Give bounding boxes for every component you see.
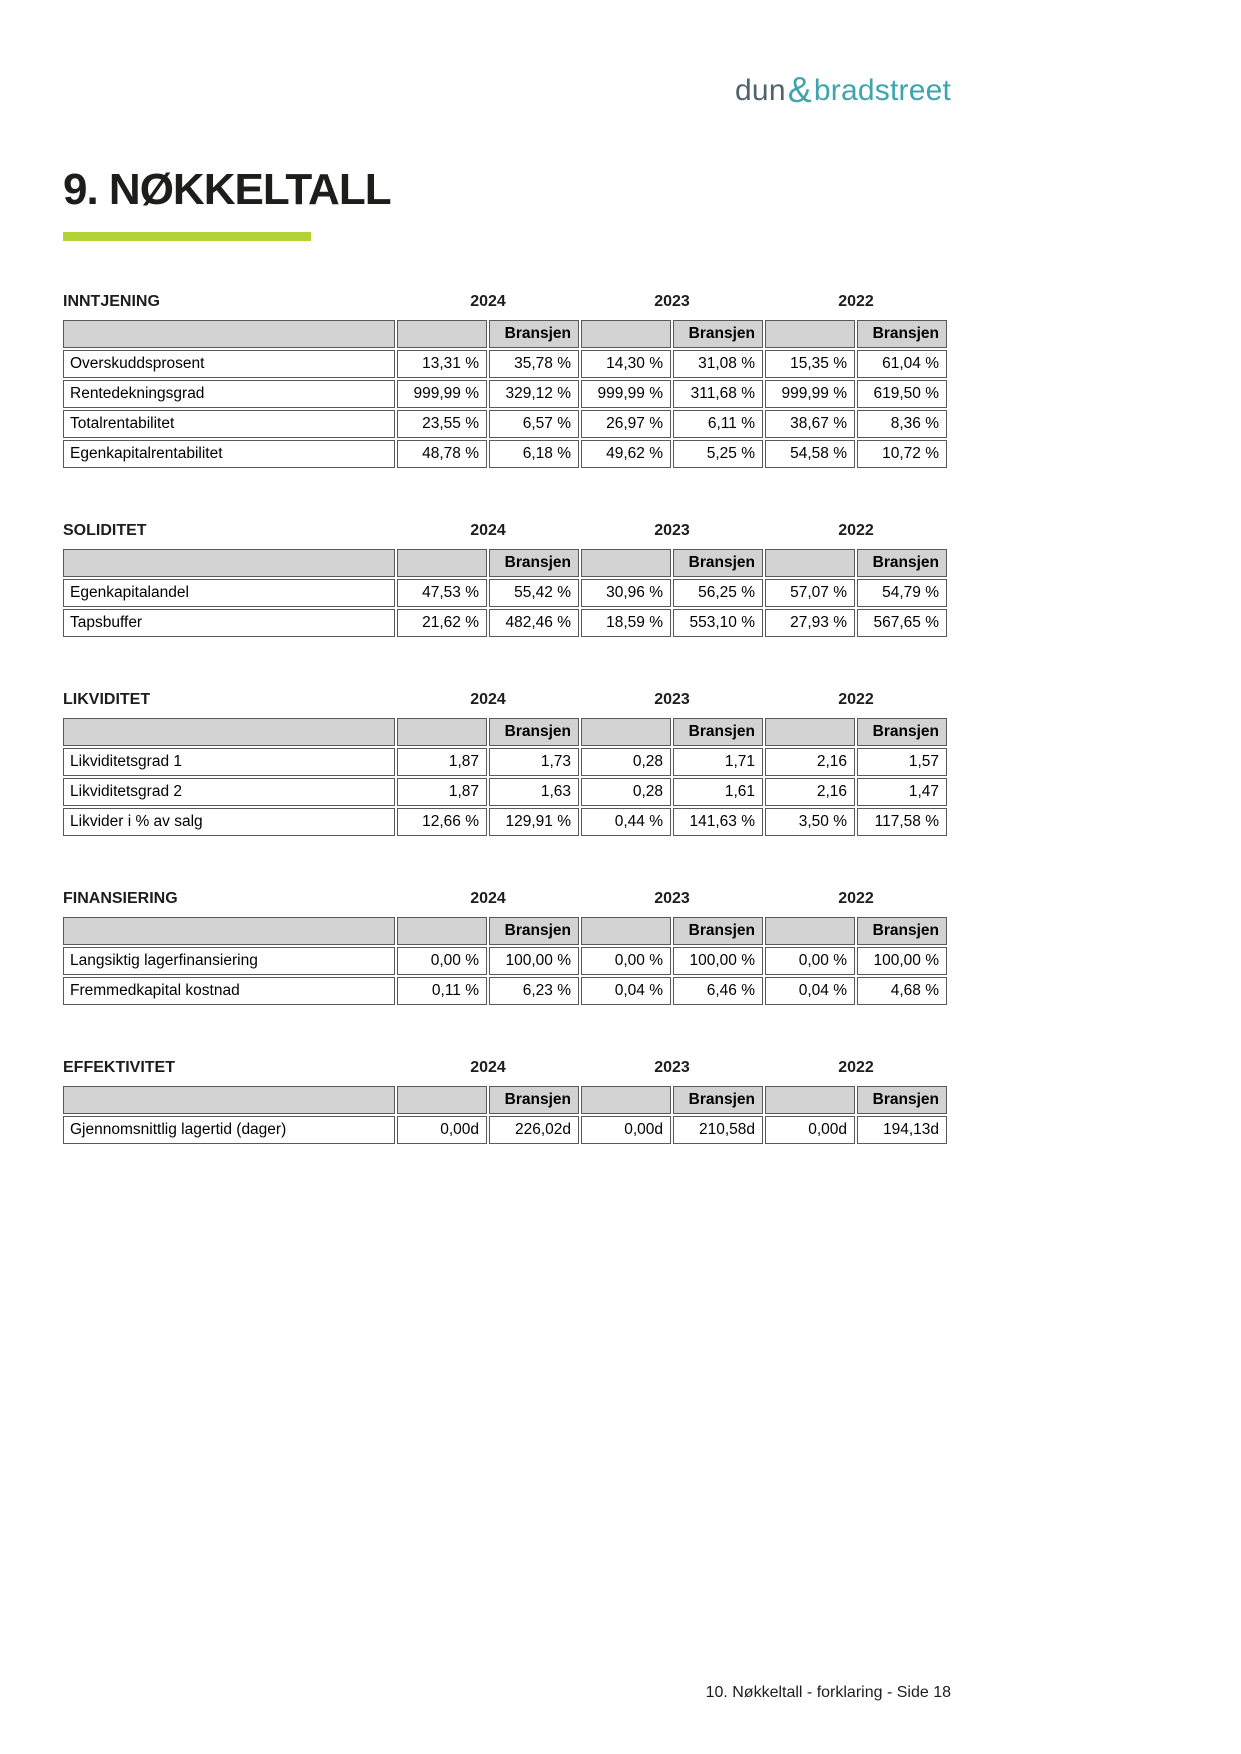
metric-label: Likvider i % av salg [63, 808, 395, 836]
metric-label: Likviditetsgrad 2 [63, 778, 395, 806]
metric-value: 4,68 % [857, 977, 947, 1005]
metric-value: 619,50 % [857, 380, 947, 408]
bransjen-header-cell: Bransjen [489, 718, 579, 746]
logo-ampersand-icon: & [787, 69, 812, 110]
bransjen-header-cell: Bransjen [673, 549, 763, 577]
blank-header-cell [397, 917, 487, 945]
metric-label: Rentedekningsgrad [63, 380, 395, 408]
table-header-years [63, 522, 947, 547]
metric-label: Langsiktig lagerfinansiering [63, 947, 395, 975]
table-header-years [63, 890, 947, 915]
section-title: FINANSIERING [63, 890, 178, 907]
bransjen-header-row [63, 549, 947, 577]
table-row [63, 440, 947, 468]
table-row [63, 947, 947, 975]
metric-value: 12,66 % [397, 808, 487, 836]
bransjen-header-cell: Bransjen [489, 917, 579, 945]
page-footer: 10. Nøkkeltall - forklaring - Side 18 [705, 1684, 951, 1701]
metric-value: 553,10 % [673, 609, 763, 637]
metric-value: 226,02d [489, 1116, 579, 1144]
metric-value: 35,78 % [489, 350, 579, 378]
metric-value: 23,55 % [397, 410, 487, 438]
metric-value: 6,57 % [489, 410, 579, 438]
year-label: 2022 [838, 522, 874, 539]
metric-value: 311,68 % [673, 380, 763, 408]
metric-value: 567,65 % [857, 609, 947, 637]
table-row [63, 350, 947, 378]
metric-value: 57,07 % [765, 579, 855, 607]
year-label: 2022 [838, 890, 874, 907]
bransjen-header-cell: Bransjen [489, 1086, 579, 1114]
metric-value: 210,58d [673, 1116, 763, 1144]
bransjen-header-cell: Bransjen [673, 320, 763, 348]
blank-header-cell [63, 917, 395, 945]
year-label: 2024 [470, 293, 506, 310]
blank-header-cell [765, 320, 855, 348]
bransjen-header-cell: Bransjen [489, 549, 579, 577]
metric-value: 49,62 % [581, 440, 671, 468]
metric-value: 47,53 % [397, 579, 487, 607]
metric-value: 482,46 % [489, 609, 579, 637]
metric-value: 27,93 % [765, 609, 855, 637]
section-title: EFFEKTIVITET [63, 1059, 175, 1076]
section-soliditet [63, 520, 951, 639]
year-label: 2024 [470, 522, 506, 539]
metric-value: 100,00 % [673, 947, 763, 975]
blank-header-cell [765, 549, 855, 577]
metric-value: 0,04 % [765, 977, 855, 1005]
metric-value: 0,00d [397, 1116, 487, 1144]
logo-dun-text: dun [735, 74, 786, 107]
metric-value: 999,99 % [397, 380, 487, 408]
year-label: 2024 [470, 1059, 506, 1076]
blank-header-cell [63, 320, 395, 348]
metric-value: 2,16 [765, 748, 855, 776]
metric-value: 0,44 % [581, 808, 671, 836]
section-likviditet [63, 689, 951, 838]
metric-value: 54,58 % [765, 440, 855, 468]
metric-value: 0,00 % [765, 947, 855, 975]
metric-value: 117,58 % [857, 808, 947, 836]
year-label: 2023 [654, 890, 690, 907]
year-label: 2023 [654, 293, 690, 310]
metric-value: 3,50 % [765, 808, 855, 836]
metric-value: 6,18 % [489, 440, 579, 468]
metric-label: Tapsbuffer [63, 609, 395, 637]
dun-and-bradstreet-logo [735, 69, 951, 110]
metric-value: 54,79 % [857, 579, 947, 607]
logo-row [63, 0, 951, 110]
metric-value: 194,13d [857, 1116, 947, 1144]
bransjen-header-cell: Bransjen [857, 917, 947, 945]
bransjen-header-cell: Bransjen [857, 718, 947, 746]
metric-label: Overskuddsprosent [63, 350, 395, 378]
metric-value: 21,62 % [397, 609, 487, 637]
metric-value: 18,59 % [581, 609, 671, 637]
section-effektivitet [63, 1057, 951, 1146]
bransjen-header-row [63, 320, 947, 348]
metric-value: 6,46 % [673, 977, 763, 1005]
metric-value: 56,25 % [673, 579, 763, 607]
page-title: 9. NØKKELTALL [63, 165, 391, 214]
bransjen-header-cell: Bransjen [857, 320, 947, 348]
year-label: 2024 [470, 691, 506, 708]
metric-value: 26,97 % [581, 410, 671, 438]
bransjen-header-row [63, 1086, 947, 1114]
table-header-years [63, 691, 947, 716]
blank-header-cell [581, 1086, 671, 1114]
table-row [63, 579, 947, 607]
metric-value: 1,57 [857, 748, 947, 776]
metric-value: 1,73 [489, 748, 579, 776]
metric-value: 1,71 [673, 748, 763, 776]
finansiering-table [61, 888, 949, 1007]
effektivitet-table [61, 1057, 949, 1146]
metric-value: 1,87 [397, 748, 487, 776]
metric-value: 31,08 % [673, 350, 763, 378]
metric-value: 48,78 % [397, 440, 487, 468]
year-label: 2023 [654, 691, 690, 708]
metric-value: 129,91 % [489, 808, 579, 836]
logo-bradstreet-text: bradstreet [813, 74, 951, 107]
blank-header-cell [581, 917, 671, 945]
metric-value: 30,96 % [581, 579, 671, 607]
table-row [63, 410, 947, 438]
metric-value: 141,63 % [673, 808, 763, 836]
metric-label: Gjennomsnittlig lagertid (dager) [63, 1116, 395, 1144]
blank-header-cell [63, 718, 395, 746]
inntjening-table [61, 291, 949, 470]
metric-value: 100,00 % [489, 947, 579, 975]
metric-value: 1,63 [489, 778, 579, 806]
metric-value: 999,99 % [581, 380, 671, 408]
year-label: 2022 [838, 1059, 874, 1076]
year-label: 2024 [470, 890, 506, 907]
metric-value: 10,72 % [857, 440, 947, 468]
metric-value: 2,16 [765, 778, 855, 806]
table-row [63, 380, 947, 408]
blank-header-cell [63, 1086, 395, 1114]
likviditet-table [61, 689, 949, 838]
year-label: 2022 [838, 293, 874, 310]
metric-label: Fremmedkapital kostnad [63, 977, 395, 1005]
metric-value: 13,31 % [397, 350, 487, 378]
blank-header-cell [397, 718, 487, 746]
bransjen-header-cell: Bransjen [857, 549, 947, 577]
blank-header-cell [765, 1086, 855, 1114]
section-title: SOLIDITET [63, 522, 147, 539]
metric-value: 38,67 % [765, 410, 855, 438]
blank-header-cell [765, 917, 855, 945]
table-row [63, 609, 947, 637]
metric-label: Totalrentabilitet [63, 410, 395, 438]
bransjen-header-cell: Bransjen [489, 320, 579, 348]
metric-value: 100,00 % [857, 947, 947, 975]
metric-value: 0,00d [765, 1116, 855, 1144]
metric-value: 1,87 [397, 778, 487, 806]
metric-value: 5,25 % [673, 440, 763, 468]
section-title: INNTJENING [63, 293, 160, 310]
metric-value: 6,11 % [673, 410, 763, 438]
table-row [63, 1116, 947, 1144]
metric-value: 0,28 [581, 778, 671, 806]
bransjen-header-cell: Bransjen [857, 1086, 947, 1114]
blank-header-cell [765, 718, 855, 746]
metric-value: 6,23 % [489, 977, 579, 1005]
table-header-years [63, 293, 947, 318]
metric-value: 8,36 % [857, 410, 947, 438]
section-finansiering [63, 888, 951, 1007]
metric-label: Egenkapitalandel [63, 579, 395, 607]
metric-value: 0,00d [581, 1116, 671, 1144]
blank-header-cell [581, 718, 671, 746]
metric-value: 0,04 % [581, 977, 671, 1005]
metric-value: 329,12 % [489, 380, 579, 408]
page-content [63, 0, 951, 1146]
section-title: LIKVIDITET [63, 691, 151, 708]
table-row [63, 808, 947, 836]
metric-value: 0,00 % [581, 947, 671, 975]
metric-value: 0,11 % [397, 977, 487, 1005]
bransjen-header-cell: Bransjen [673, 1086, 763, 1114]
metric-value: 999,99 % [765, 380, 855, 408]
bransjen-header-row [63, 718, 947, 746]
year-label: 2022 [838, 691, 874, 708]
blank-header-cell [397, 320, 487, 348]
metric-value: 55,42 % [489, 579, 579, 607]
metric-label: Egenkapitalrentabilitet [63, 440, 395, 468]
section-inntjening [63, 291, 951, 470]
bransjen-header-cell: Bransjen [673, 718, 763, 746]
metric-value: 61,04 % [857, 350, 947, 378]
accent-underline [63, 232, 311, 241]
metric-value: 1,61 [673, 778, 763, 806]
table-header-years [63, 1059, 947, 1084]
bransjen-header-row [63, 917, 947, 945]
bransjen-header-cell: Bransjen [673, 917, 763, 945]
blank-header-cell [397, 549, 487, 577]
metric-label: Likviditetsgrad 1 [63, 748, 395, 776]
metric-value: 15,35 % [765, 350, 855, 378]
table-row [63, 977, 947, 1005]
table-row [63, 748, 947, 776]
metric-value: 0,00 % [397, 947, 487, 975]
blank-header-cell [63, 549, 395, 577]
metric-value: 1,47 [857, 778, 947, 806]
table-row [63, 778, 947, 806]
metric-value: 14,30 % [581, 350, 671, 378]
year-label: 2023 [654, 1059, 690, 1076]
blank-header-cell [581, 320, 671, 348]
blank-header-cell [581, 549, 671, 577]
year-label: 2023 [654, 522, 690, 539]
blank-header-cell [397, 1086, 487, 1114]
metric-value: 0,28 [581, 748, 671, 776]
soliditet-table [61, 520, 949, 639]
